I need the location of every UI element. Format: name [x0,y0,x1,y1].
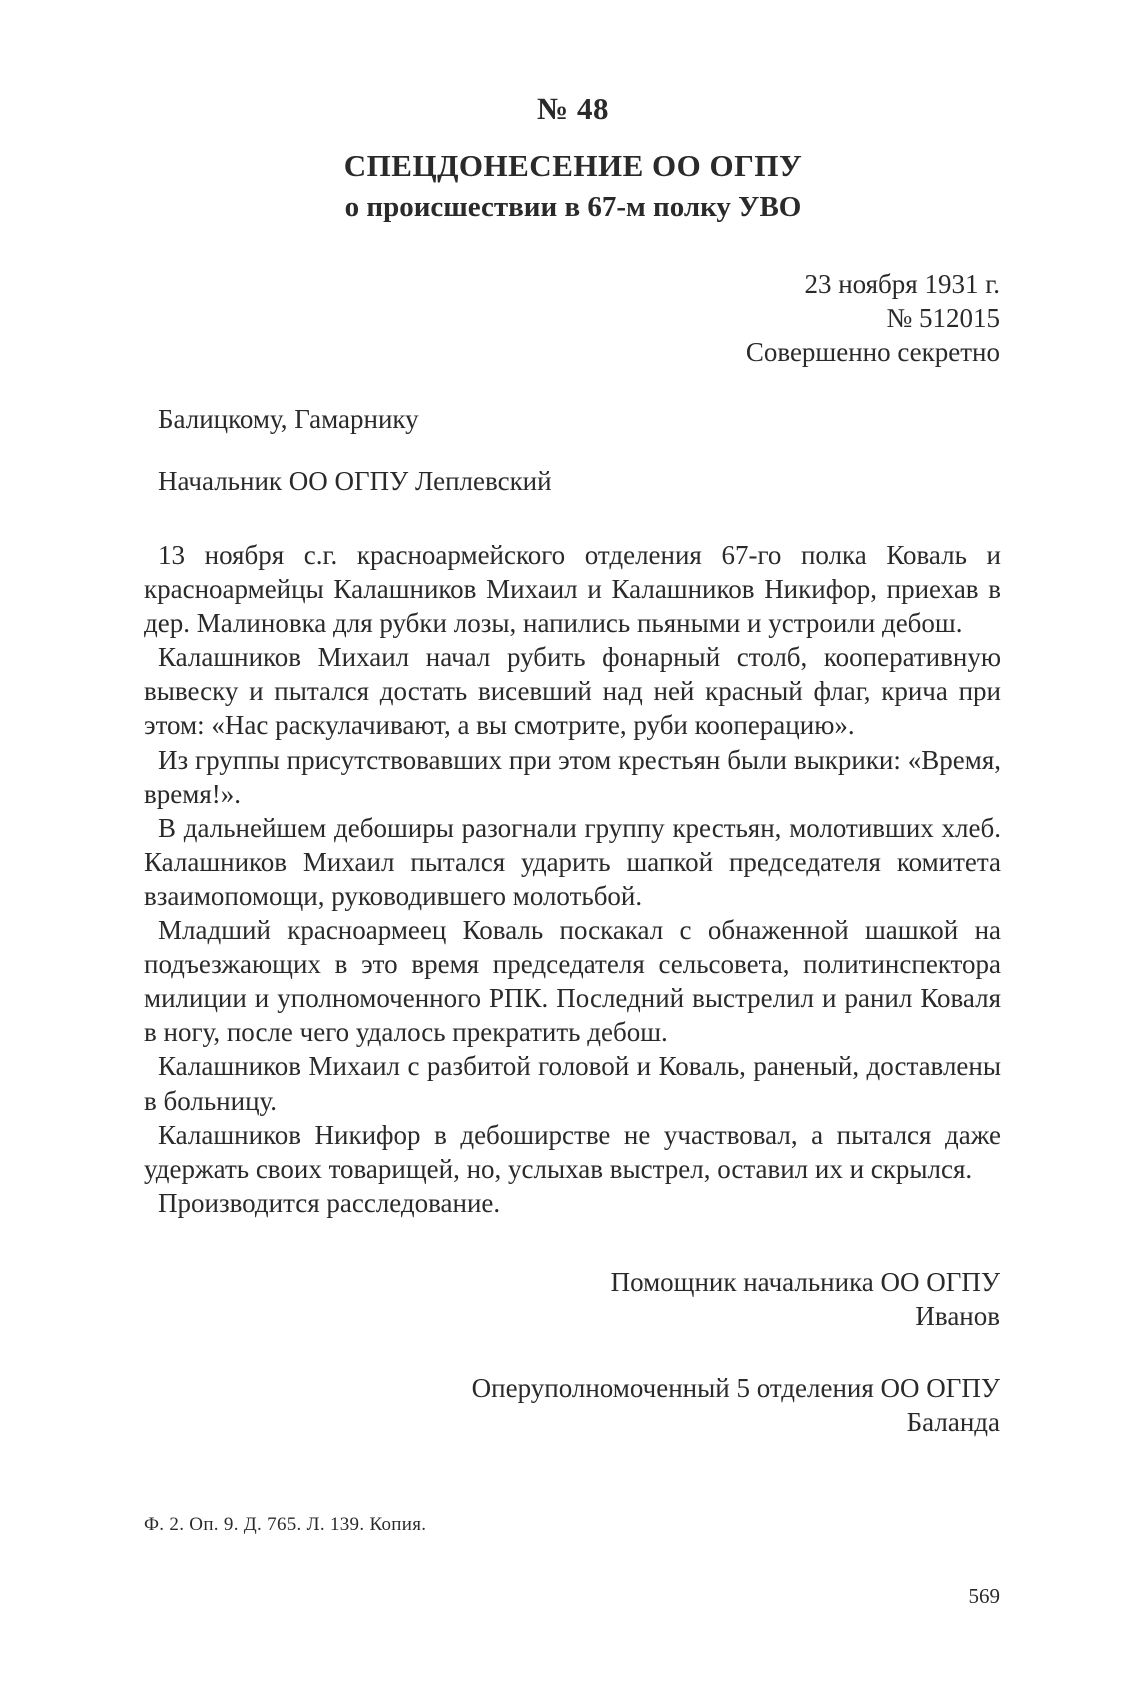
document-title: СПЕЦДОНЕСЕНИЕ ОО ОГПУ [343,148,803,183]
signer-position: Помощник начальника ОО ОГПУ [610,1267,1000,1297]
signer-name: Иванов [915,1301,1000,1331]
addressee-to: Балицкому, Гамарнику [158,404,419,434]
body-paragraph: В дальнейшем дебоширы разогнали группу крестьян, молотивших хлеб. Калашников Михаил пытался ударить шапкой председателя комитета взаимопомощи, руководившего молотьбой. [144,812,1001,911]
document-subtitle: о происшествии в 67-м полку УВО [344,191,802,223]
signer-position: Оперуполномоченный 5 отделения ОО ОГПУ [471,1373,1000,1403]
registration-number: № 512015 [886,303,1000,333]
signature-block-1 [611,1265,1000,1333]
signature-block-2 [472,1371,1000,1439]
document-meta [746,267,1000,369]
body-paragraph: Калашников Михаил с разбитой головой и Коваль, раненый, доставлены в больницу. [144,1051,1001,1116]
document-date: 23 ноября 1931 г. [804,269,1000,299]
body-paragraph: Калашников Михаил начал рубить фонарный столб, кооперативную вывеску и пытался достать висевший над ней красный флаг, крича при этом: «Нас раскулачивают, а вы смотрите, руби кооперацию». [144,642,1001,741]
document-number: № 48 [537,91,609,126]
signer-name: Баланда [906,1407,1000,1437]
body-paragraph: 13 ноября с.г. красноармейского отделения 67-го полка Коваль и красноармейцы Калашников Михаил и Калашников Никифор, приехав в дер. Малиновка для рубки лозы, напились пьяными и устроили дебош. [144,540,1001,639]
body-paragraph: Младший красноармеец Коваль поскакал с обнаженной шашкой на подъезжающих в это время председателя сельсовета, политинспектора милиции и уполномоченного РПК. Последний выстрелил и ранил Коваля в ногу, после чего удалось прекратить дебош. [144,915,1001,1048]
classification-mark: Совершенно секретно [745,337,1000,367]
page-number: 569 [968,1584,1000,1608]
body-paragraph: Производится расследование. [158,1187,501,1218]
archive-source: Ф. 2. Оп. 9. Д. 765. Л. 139. Копия. [144,1514,427,1535]
body-paragraph: Из группы присутствовавших при этом крестьян были выкрики: «Время, время!». [144,744,1001,809]
report-body [144,538,1001,1220]
body-paragraph: Калашников Никифор в дебоширстве не участвовал, а пытался даже удержать своих товарищей, но, услыхав выстрел, оставил их и скрылся. [144,1119,1001,1184]
addressee-from: Начальник ОО ОГПУ Леплевский [158,466,552,496]
